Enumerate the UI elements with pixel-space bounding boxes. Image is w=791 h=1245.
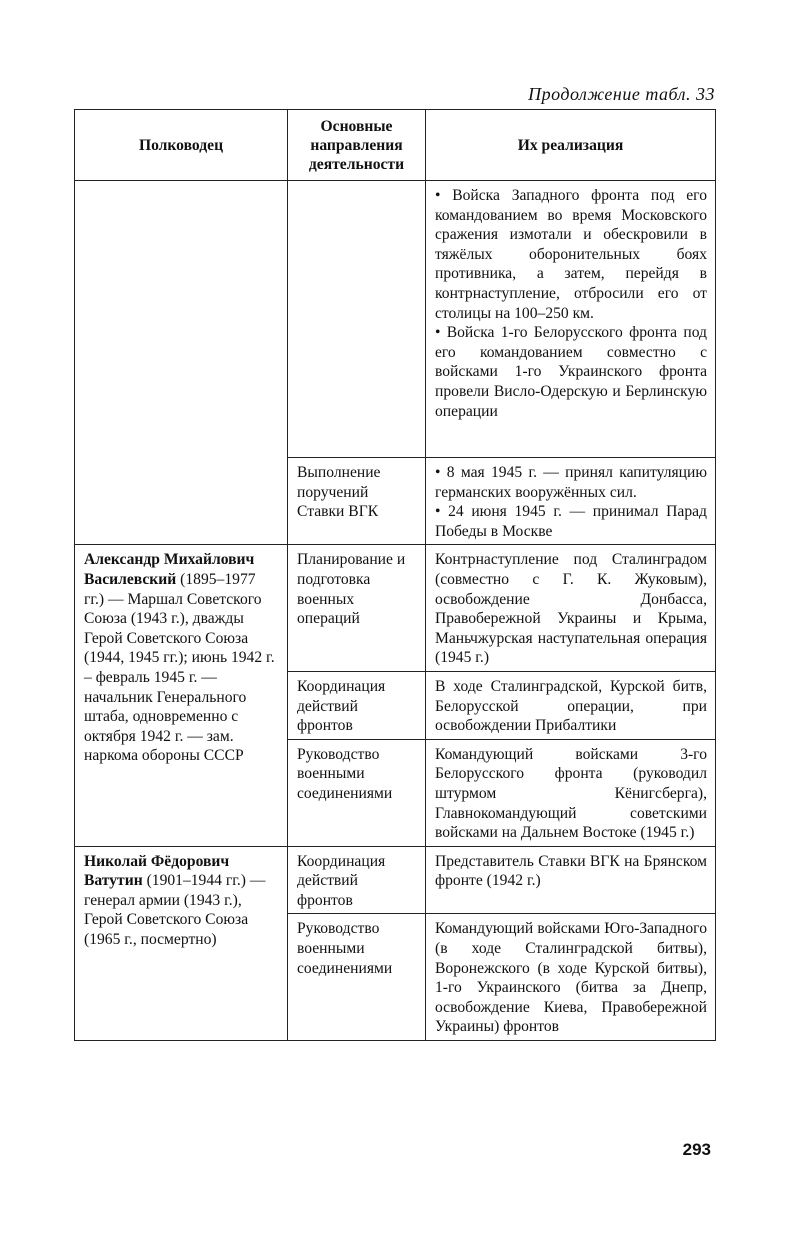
direction-cell: Выполнение поручений Ставки ВГК <box>288 458 426 545</box>
commander-name: Александр Михайлович Василевский <box>84 551 255 588</box>
table-caption: Продолжение табл. 33 <box>528 84 715 104</box>
realization-cell: • Войска Западного фронта под его командованием во время Московского сражения измотали и обескровили в тяжёлых оборонительных боях противника, а затем, перейдя в контрнаступление, отбросили его от столицы на 100–250 км. • Войска 1-го Белорусского фронта под его командованием совместно с войсками 1-го Украинского фронта провели Висло-Одерскую и Берлинскую операции <box>426 181 716 458</box>
direction-cell: Координация действий фронтов <box>288 671 426 739</box>
commander-name: Николай Фёдорович Ватутин <box>84 852 230 890</box>
commander-cell <box>75 181 288 545</box>
header-directions: Основные направления деятельности <box>288 110 426 181</box>
header-commander: Полководец <box>75 110 288 181</box>
table-header-row <box>75 110 716 181</box>
table-row <box>75 846 716 914</box>
realization-cell: Командующий войсками Юго-Западного (в ходе Сталинградской битвы), Воронежского (в ходе Курской битвы), 1-го Украинского (битва за Днепр, освобождение Киева, Правобережной Украины) фронтов <box>426 914 716 1041</box>
direction-cell: Руководство военными соединениями <box>288 914 426 1041</box>
realization-cell: Контрнаступление под Сталинградом (совместно с Г. К. Жуковым), освобождение Донбасса, Правобережной Украины и Крыма, Маньчжурская наступательная операция (1945 г.) <box>426 545 716 672</box>
realization-cell: • 8 мая 1945 г. — принял капитуляцию германских вооружённых сил. • 24 июня 1945 г. — принимал Парад Победы в Москве <box>426 458 716 545</box>
direction-cell: Планирование и подготовка военных операций <box>288 545 426 672</box>
commander-info: (1901–1944 гг.) — генерал армии (1943 г.), Герой Советского Союза (1965 г., посмертно) <box>84 872 266 949</box>
header-realization: Их реализация <box>426 110 716 181</box>
direction-cell: Координация действий фронтов <box>288 846 426 914</box>
commander-info: (1895–1977 гг.) — Маршал Советского Союза (1943 г.), дважды Герой Советского Союза (1944, 1945 гг.); июнь 1942 г. – февраль 1945 г. — начальник Генерального штаба, одновременно с октября 1942 г. — зам. наркома обороны СССР <box>84 570 275 765</box>
table-row <box>75 181 716 458</box>
realization-cell: Командующий войсками 3-го Белорусского фронта (руководил штурмом Кёнигсберга), Главнокомандующий советскими войсками на Дальнем Востоке (1945 г.) <box>426 739 716 846</box>
commander-cell <box>75 545 288 846</box>
table-row <box>75 545 716 672</box>
realization-cell: Представитель Ставки ВГК на Брянском фронте (1942 г.) <box>426 846 716 914</box>
commander-cell <box>75 846 288 1040</box>
direction-cell <box>288 181 426 458</box>
direction-cell: Руководство военными соединениями <box>288 739 426 846</box>
realization-cell: В ходе Сталинградской, Курской битв, Белорусской операции, при освобождении Прибалтики <box>426 671 716 739</box>
commanders-table <box>74 109 716 1041</box>
page-number: 293 <box>682 1140 711 1159</box>
